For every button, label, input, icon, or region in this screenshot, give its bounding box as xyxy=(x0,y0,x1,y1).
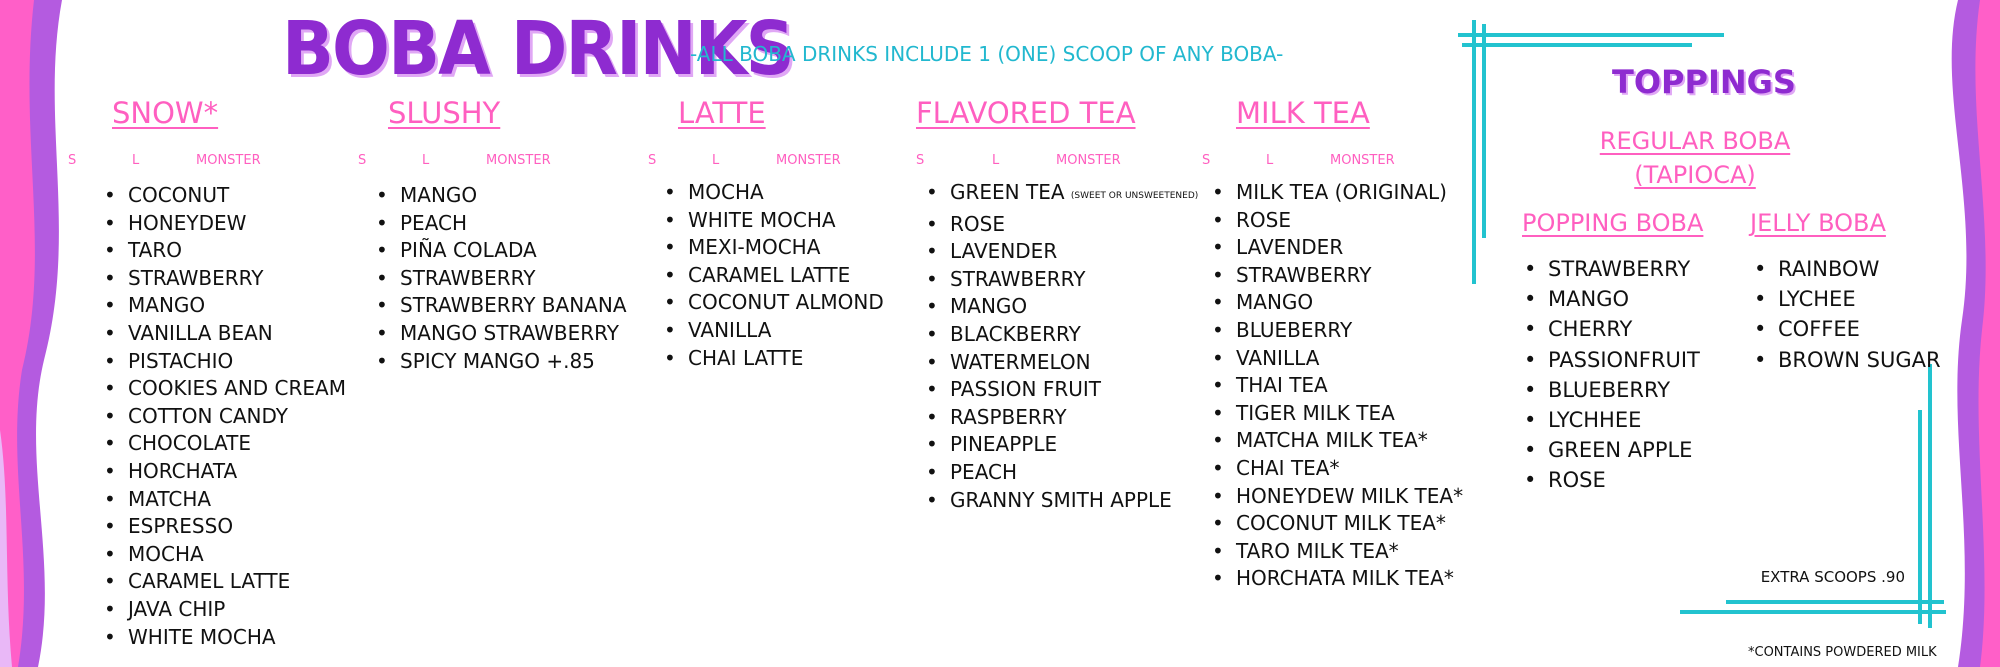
list-item: • STRAWBERRY xyxy=(1524,254,1700,284)
list-item: • STRAWBERRY xyxy=(926,266,1198,294)
list-item: • ROSE xyxy=(1524,465,1700,495)
list-item: • TIGER MILK TEA xyxy=(1212,400,1463,428)
size-large-label: L xyxy=(1266,153,1274,168)
size-monster-label: MONSTER xyxy=(486,153,551,168)
list-item: • TARO xyxy=(104,237,346,265)
list-item: • STRAWBERRY BANANA xyxy=(376,292,627,320)
list-item: • CHAI TEA* xyxy=(1212,455,1463,483)
list-item: • WATERMELON xyxy=(926,349,1198,377)
regular-boba-heading xyxy=(1560,124,1830,192)
list-item: • STRAWBERRY xyxy=(376,265,627,293)
list-item: • COCONUT xyxy=(104,182,346,210)
milk-tea-list xyxy=(1212,179,1463,593)
flavored-tea-heading: FLAVORED TEA xyxy=(916,96,1136,130)
list-item xyxy=(926,179,1198,211)
slushy-list xyxy=(376,182,627,375)
size-monster-label: MONSTER xyxy=(196,153,261,168)
list-item: • BLUEBERRY xyxy=(1212,317,1463,345)
list-item: • TARO MILK TEA* xyxy=(1212,538,1463,566)
list-item: • CHAI LATTE xyxy=(664,345,884,373)
frame-line-top-1 xyxy=(1458,33,1724,37)
jelly-boba-list xyxy=(1754,254,1941,375)
list-item: • PIÑA COLADA xyxy=(376,237,627,265)
list-item: • HORCHATA MILK TEA* xyxy=(1212,565,1463,593)
list-item: • LAVENDER xyxy=(1212,234,1463,262)
regular-boba-line1: REGULAR BOBA xyxy=(1599,127,1791,155)
green-tea-note: (SWEET OR UNSWEETENED) xyxy=(1070,191,1199,201)
latte-list xyxy=(664,179,884,372)
list-item: • MATCHA xyxy=(104,486,346,514)
list-item: • ROSE xyxy=(1212,207,1463,235)
list-item: • LAVENDER xyxy=(926,238,1198,266)
frame-line-right-1 xyxy=(1928,364,1932,628)
list-item: • MANGO xyxy=(376,182,627,210)
list-item: • MANGO STRAWBERRY xyxy=(376,320,627,348)
list-item: • HORCHATA xyxy=(104,458,346,486)
list-item: • MANGO xyxy=(926,293,1198,321)
list-item: • CARAMEL LATTE xyxy=(104,568,346,596)
list-item: • MANGO xyxy=(1212,289,1463,317)
latte-heading: LATTE xyxy=(678,96,766,130)
milk-tea-heading: MILK TEA xyxy=(1236,96,1370,130)
list-item: • BLUEBERRY xyxy=(1524,375,1700,405)
size-small-label: S xyxy=(916,153,925,168)
list-item: • GREEN APPLE xyxy=(1524,435,1700,465)
list-item: • BLACKBERRY xyxy=(926,321,1198,349)
frame-line-right-2 xyxy=(1918,410,1922,624)
list-item: • PASSION FRUIT xyxy=(926,376,1198,404)
snow-list xyxy=(104,182,346,651)
size-large-label: L xyxy=(712,153,720,168)
list-item: • STRAWBERRY xyxy=(1212,262,1463,290)
frame-line-bottom-1 xyxy=(1680,610,1946,614)
list-item: • PEACH xyxy=(926,459,1198,487)
size-large-label: L xyxy=(132,153,140,168)
size-monster-label: MONSTER xyxy=(776,153,841,168)
list-item: • PEACH xyxy=(376,210,627,238)
list-item: • BROWN SUGAR xyxy=(1754,345,1941,375)
green-tea-label: GREEN TEA xyxy=(950,180,1065,204)
frame-line-left-1 xyxy=(1472,20,1476,284)
popping-boba-list xyxy=(1524,254,1700,496)
regular-boba-line2: (TAPIOCA) xyxy=(1634,161,1756,189)
list-item: • MANGO xyxy=(1524,284,1700,314)
jelly-boba-heading: JELLY BOBA xyxy=(1750,209,1886,237)
frame-line-top-2 xyxy=(1462,43,1692,47)
page-title: BOBA DRINKS xyxy=(282,6,793,92)
list-item: • LYCHHEE xyxy=(1524,405,1700,435)
slushy-heading: SLUSHY xyxy=(388,96,501,130)
list-item: • MATCHA MILK TEA* xyxy=(1212,427,1463,455)
list-item: • WHITE MOCHA xyxy=(664,207,884,235)
frame-line-left-2 xyxy=(1482,24,1486,238)
list-item: • RAINBOW xyxy=(1754,254,1941,284)
list-item: • CARAMEL LATTE xyxy=(664,262,884,290)
list-item: • STRAWBERRY xyxy=(104,265,346,293)
size-large-label: L xyxy=(422,153,430,168)
list-item: • COFFEE xyxy=(1754,314,1941,344)
size-large-label: L xyxy=(992,153,1000,168)
toppings-heading: TOPPINGS xyxy=(1612,63,1796,101)
extra-scoops-price: EXTRA SCOOPS .90 xyxy=(1760,568,1905,586)
size-small-label: S xyxy=(648,153,657,168)
list-item: • MANGO xyxy=(104,292,346,320)
list-item: • PINEAPPLE xyxy=(926,431,1198,459)
popping-boba-heading: POPPING BOBA xyxy=(1522,209,1704,237)
list-item: • MOCHA xyxy=(664,179,884,207)
list-item: • ROSE xyxy=(926,211,1198,239)
list-item: • MILK TEA (ORIGINAL) xyxy=(1212,179,1463,207)
list-item: • CHOCOLATE xyxy=(104,430,346,458)
list-item: • VANILLA xyxy=(1212,345,1463,373)
list-item: • THAI TEA xyxy=(1212,372,1463,400)
list-item: • VANILLA xyxy=(664,317,884,345)
size-monster-label: MONSTER xyxy=(1330,153,1395,168)
list-item: • PISTACHIO xyxy=(104,348,346,376)
size-small-label: S xyxy=(358,153,367,168)
list-item: • PASSIONFRUIT xyxy=(1524,345,1700,375)
list-item: • LYCHEE xyxy=(1754,284,1941,314)
list-item: • GRANNY SMITH APPLE xyxy=(926,487,1198,515)
list-item: • RASPBERRY xyxy=(926,404,1198,432)
page-subtitle: -ALL BOBA DRINKS INCLUDE 1 (ONE) SCOOP OF ANY BOBA- xyxy=(690,42,1284,66)
list-item: • HONEYDEW xyxy=(104,210,346,238)
list-item: • HONEYDEW MILK TEA* xyxy=(1212,483,1463,511)
powdered-milk-footnote: *CONTAINS POWDERED MILK xyxy=(1748,645,1937,660)
size-small-label: S xyxy=(1202,153,1211,168)
list-item: • ESPRESSO xyxy=(104,513,346,541)
list-item: • SPICY MANGO +.85 xyxy=(376,348,627,376)
list-item: • WHITE MOCHA xyxy=(104,624,346,652)
list-item: • MOCHA xyxy=(104,541,346,569)
list-item: • COCONUT MILK TEA* xyxy=(1212,510,1463,538)
list-item: • COOKIES AND CREAM xyxy=(104,375,346,403)
list-item: • MEXI-MOCHA xyxy=(664,234,884,262)
list-item: • JAVA CHIP xyxy=(104,596,346,624)
list-item: • COTTON CANDY xyxy=(104,403,346,431)
snow-heading: SNOW* xyxy=(112,96,219,130)
size-small-label: S xyxy=(68,153,77,168)
flavored-tea-list xyxy=(926,179,1198,514)
list-item: • CHERRY xyxy=(1524,314,1700,344)
frame-line-bottom-2 xyxy=(1726,600,1944,604)
list-item: • VANILLA BEAN xyxy=(104,320,346,348)
list-item: • COCONUT ALMOND xyxy=(664,289,884,317)
size-monster-label: MONSTER xyxy=(1056,153,1121,168)
left-wave-decoration xyxy=(0,0,80,667)
